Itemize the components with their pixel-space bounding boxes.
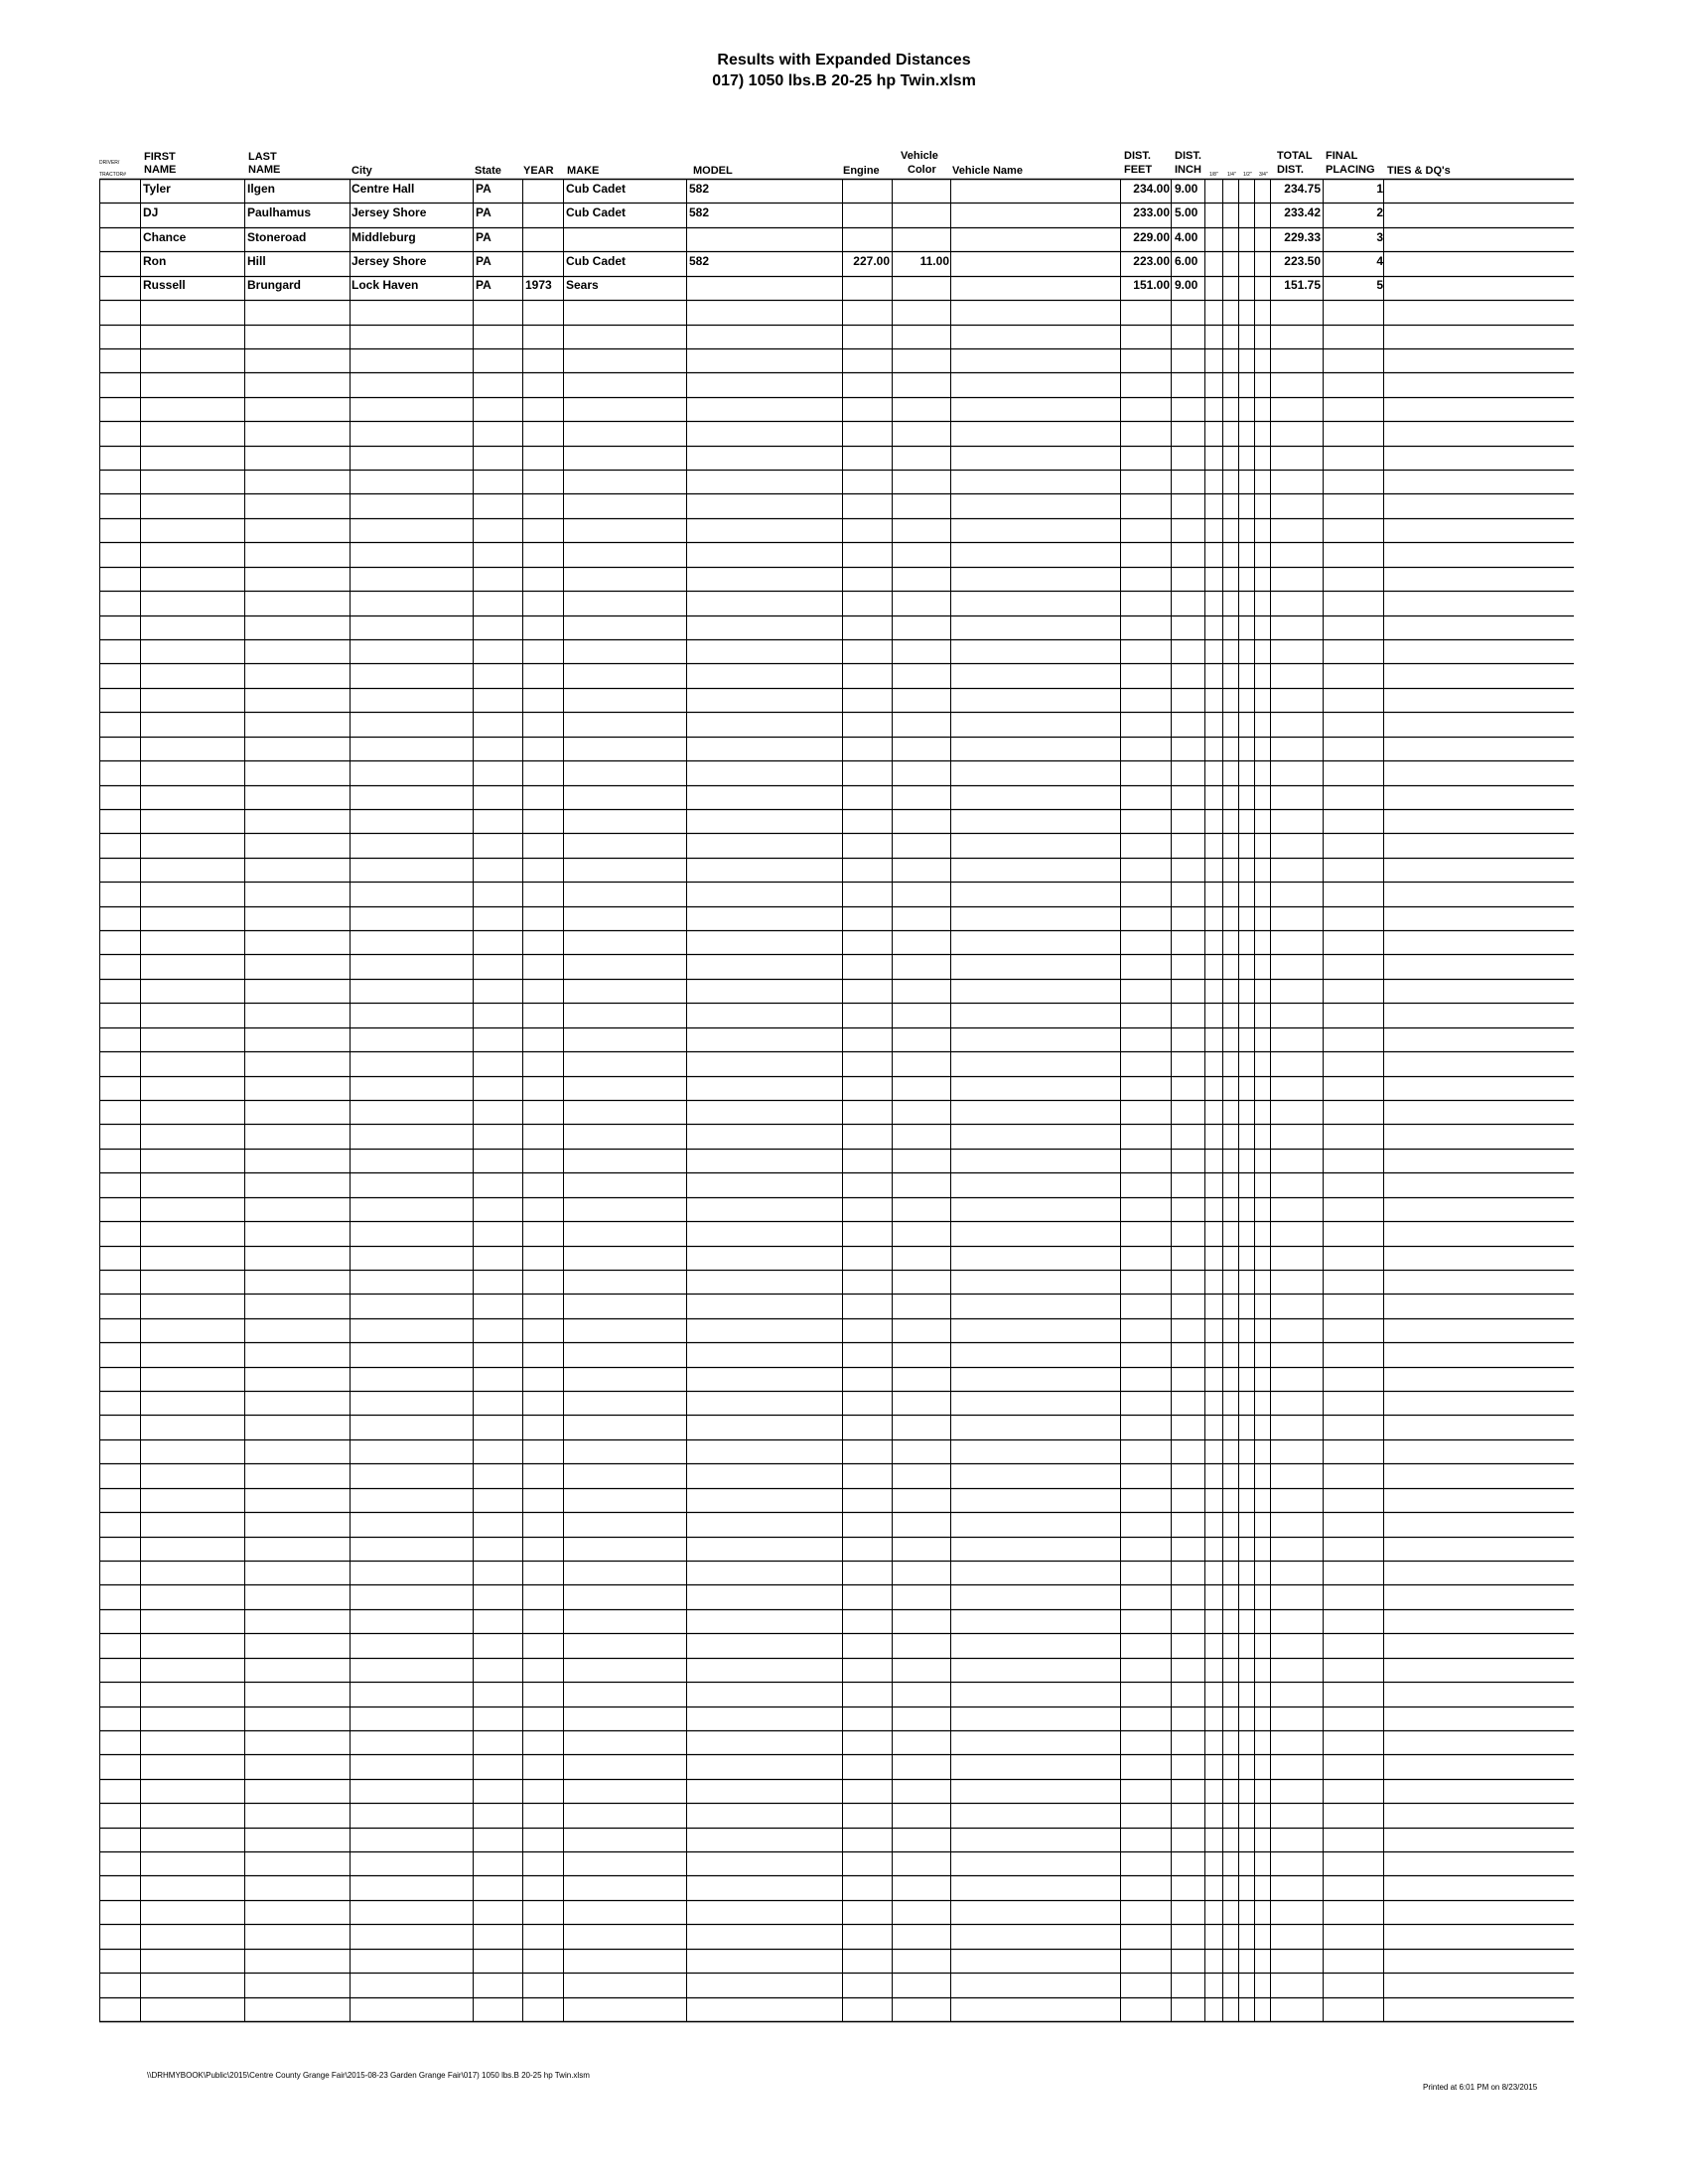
page-subtitle: 017) 1050 lbs.B 20-25 hp Twin.xlsm (712, 72, 976, 89)
header-vehicle-name: Vehicle Name (952, 165, 1023, 177)
cell-first: Tyler (143, 182, 171, 196)
header-ties: TIES & DQ's (1387, 165, 1451, 177)
header-vehicle-top: Vehicle (901, 150, 938, 162)
header-dist-inch-top: DIST. (1175, 150, 1201, 162)
cell-total: 151.75 (1284, 278, 1321, 292)
header-first-bottom: NAME (144, 164, 177, 176)
cell-last: Paulhamus (247, 205, 312, 219)
cell-placing: 2 (1376, 205, 1383, 219)
cell-feet: 151.00 (1133, 278, 1170, 292)
cell-state: PA (476, 230, 492, 244)
cell-total: 234.75 (1284, 182, 1321, 196)
header-first-top: FIRST (144, 151, 176, 163)
header-frac-2: 1/4" (1227, 172, 1236, 178)
cell-feet: 233.00 (1133, 205, 1170, 219)
header-frac-3: 1/2" (1243, 172, 1252, 178)
cell-total: 229.33 (1284, 230, 1321, 244)
cell-first: DJ (143, 205, 159, 219)
footer-printed: Printed at 6:01 PM on 8/23/2015 (1423, 2083, 1538, 2092)
header-final-bottom: PLACING (1326, 164, 1375, 176)
cell-last: Hill (247, 254, 266, 268)
cell-inch: 6.00 (1175, 254, 1198, 268)
cell-first: Chance (143, 230, 187, 244)
cell-feet: 234.00 (1133, 182, 1170, 196)
cell-placing: 1 (1376, 182, 1383, 196)
header-engine: Engine (843, 165, 880, 177)
header-model: MODEL (693, 165, 733, 177)
footer-file-path: \\DRHMYBOOK\Public\2015\Centre County Grange Fair\2015-08-23 Garden Grange Fair\017) 1050 lbs.B 20-25 hp Twin.xlsm (147, 2071, 590, 2080)
header-last-top: LAST (248, 151, 277, 163)
cell-total: 233.42 (1284, 205, 1321, 219)
header-dist-inch-bottom: INCH (1175, 164, 1201, 176)
cell-state: PA (476, 182, 492, 196)
header-total-top: TOTAL (1277, 150, 1313, 162)
cell-first: Ron (143, 254, 167, 268)
header-dist-feet-top: DIST. (1124, 150, 1151, 162)
cell-year: 1973 (525, 278, 552, 292)
cell-feet: 223.00 (1133, 254, 1170, 268)
header-make: MAKE (567, 165, 600, 177)
header-year: YEAR (523, 165, 554, 177)
cell-city: Jersey Shore (352, 205, 427, 219)
cell-state: PA (476, 254, 492, 268)
cell-placing: 3 (1376, 230, 1383, 244)
cell-city: Lock Haven (352, 278, 419, 292)
cell-total: 223.50 (1284, 254, 1321, 268)
cell-state: PA (476, 205, 492, 219)
cell-engine: 227.00 (853, 254, 890, 268)
cell-city: Middleburg (352, 230, 416, 244)
cell-city: Centre Hall (352, 182, 415, 196)
cell-model: 582 (689, 205, 710, 219)
header-state: State (475, 165, 501, 177)
header-frac-1: 1/8" (1209, 172, 1218, 178)
cell-feet: 229.00 (1133, 230, 1170, 244)
header-frac-4: 3/4" (1259, 172, 1268, 178)
header-total-bottom: DIST. (1277, 164, 1304, 176)
cell-last: Brungard (247, 278, 301, 292)
header-dist-feet-bottom: FEET (1124, 164, 1153, 176)
header-final-top: FINAL (1326, 150, 1358, 162)
cell-make: Sears (566, 278, 599, 292)
cell-make: Cub Cadet (566, 205, 626, 219)
cell-placing: 4 (1376, 254, 1383, 268)
cell-first: Russell (143, 278, 186, 292)
cell-color: 11.00 (919, 254, 949, 268)
cell-placing: 5 (1376, 278, 1383, 292)
cell-model: 582 (689, 254, 710, 268)
page-title: Results with Expanded Distances (717, 52, 971, 68)
cell-make: Cub Cadet (566, 254, 626, 268)
cell-last: Ilgen (247, 182, 276, 196)
header-tractor: TRACTOR# (99, 172, 126, 178)
header-city: City (352, 165, 372, 177)
cell-inch: 9.00 (1175, 182, 1198, 196)
cell-inch: 4.00 (1175, 230, 1198, 244)
header-driver: DRIVER/ (99, 160, 120, 166)
cell-last: Stoneroad (247, 230, 307, 244)
cell-make: Cub Cadet (566, 182, 626, 196)
cell-inch: 5.00 (1175, 205, 1198, 219)
cell-city: Jersey Shore (352, 254, 427, 268)
header-vehicle-color: Color (908, 164, 936, 176)
cell-state: PA (476, 278, 492, 292)
cell-inch: 9.00 (1175, 278, 1198, 292)
header-last-bottom: NAME (248, 164, 281, 176)
cell-model: 582 (689, 182, 710, 196)
